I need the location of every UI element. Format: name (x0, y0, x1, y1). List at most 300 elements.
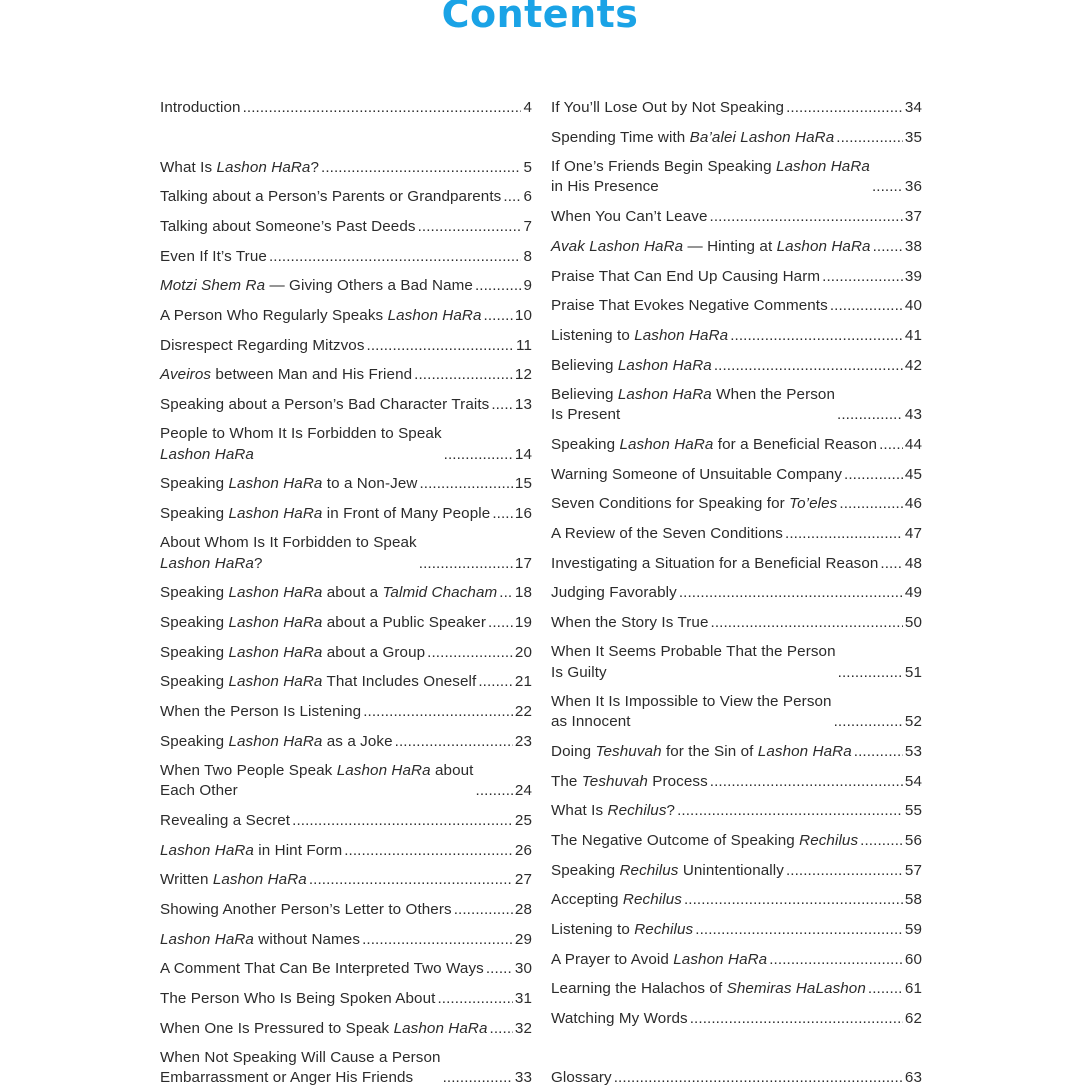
toc-entry-title-line: Lashon HaRa (160, 445, 254, 463)
toc-entry-title (551, 237, 871, 258)
toc-section-gap (160, 119, 532, 149)
toc-entry[interactable] (160, 950, 532, 980)
toc-page-number: 52 (904, 713, 922, 731)
toc-entry[interactable] (551, 762, 922, 792)
toc-dot-leader (614, 1068, 903, 1089)
toc-entry-title-line: Is Present (551, 406, 621, 424)
toc-entry-title-line: A Comment That Can Be Interpreted Two Ways (160, 960, 484, 978)
toc-entry-title (160, 306, 482, 327)
toc-entry[interactable] (160, 386, 532, 416)
toc-entry[interactable] (160, 574, 532, 604)
toc-section-gap (551, 1030, 922, 1060)
toc-entry-title (551, 465, 842, 486)
toc-entry-title-line: What Is Rechilus? (551, 802, 676, 820)
toc-entry-title (551, 861, 784, 882)
toc-page-number: 29 (514, 930, 532, 948)
toc-entry-title (160, 989, 435, 1010)
toc-dot-leader (844, 465, 903, 486)
toc-entry-title-line: Speaking Lashon HaRa That Includes Oneself (160, 673, 477, 691)
toc-dot-leader (488, 613, 513, 634)
toc-entry-title (551, 554, 878, 575)
toc-entry-title-line: When It Seems Probable That the Person (551, 643, 836, 661)
toc-dot-leader (786, 98, 903, 119)
toc-entry-title (551, 1009, 688, 1030)
toc-entry-title (160, 247, 267, 268)
toc-page-number: 31 (514, 990, 532, 1008)
toc-page-number: 37 (904, 208, 922, 226)
toc-dot-leader (478, 672, 513, 693)
toc-dot-leader (679, 583, 903, 604)
toc-entry-title (160, 761, 474, 802)
toc-entry-title-line: Warning Someone of Unsuitable Company (551, 465, 843, 483)
toc-entry-title-line: Aveiros between Man and His Friend (160, 366, 413, 384)
toc-entry-title (160, 583, 497, 604)
toc-entry-title-line: Speaking Lashon HaRa to a Non-Jew (160, 475, 418, 493)
toc-entry-title (551, 801, 675, 822)
toc-dot-leader (444, 445, 513, 466)
toc-entry-title (551, 831, 858, 852)
toc-entry[interactable] (551, 426, 922, 456)
toc-entry[interactable] (160, 1010, 532, 1040)
toc-entry-title-line: Lashon HaRa without Names (160, 930, 361, 948)
toc-entry[interactable] (160, 634, 532, 664)
toc-page-number: 41 (904, 326, 922, 344)
toc-entry-title-line: People to Whom It Is Forbidden to Speak (160, 425, 442, 443)
toc-page-number: 49 (904, 584, 922, 602)
toc-entry-title (160, 533, 417, 574)
toc-entry-title-line: Lashon HaRa in Hint Form (160, 841, 343, 859)
toc-dot-leader (454, 900, 513, 921)
toc-entry[interactable] (551, 257, 922, 287)
toc-entry-title-line: When the Story Is True (551, 614, 709, 631)
toc-entry[interactable] (551, 792, 922, 822)
toc-entry[interactable] (160, 178, 532, 208)
toc-entry-title-line: Speaking Rechilus Unintentionally (551, 861, 784, 879)
toc-page-number: 40 (904, 297, 922, 315)
toc-entry[interactable] (160, 297, 532, 327)
toc-entry-title-line: Is Guilty (551, 663, 607, 681)
toc-page-number: 60 (904, 950, 922, 968)
toc-entry-title (160, 424, 442, 465)
toc-entry-title-line: Speaking Lashon HaRa for a Beneficial Reason (551, 435, 878, 453)
toc-entry[interactable] (160, 327, 532, 357)
toc-entry-title (551, 326, 728, 347)
toc-dot-leader (690, 1009, 903, 1030)
toc-page-number: 5 (523, 158, 532, 176)
toc-page-number: 16 (514, 505, 532, 523)
toc-page-number: 56 (904, 831, 922, 849)
toc-entry[interactable] (160, 89, 532, 119)
toc-dot-leader (714, 356, 903, 377)
toc-entry[interactable] (160, 980, 532, 1010)
toc-entry-title-line: Believing Lashon HaRa (551, 356, 712, 374)
toc-entry-title (160, 841, 342, 862)
toc-dot-leader (362, 930, 513, 951)
toc-entry-title (551, 692, 832, 733)
toc-page-number: 14 (514, 445, 532, 463)
toc-entry-title-line: Speaking Lashon HaRa about a Group (160, 643, 426, 661)
toc-entry-title (160, 98, 241, 119)
toc-entry[interactable] (551, 941, 922, 971)
toc-entry-title (160, 1019, 488, 1040)
toc-entry-title (551, 98, 784, 119)
toc-dot-leader (822, 267, 903, 288)
toc-entry-title (160, 187, 501, 208)
toc-dot-leader (860, 831, 903, 852)
toc-dot-leader (838, 663, 903, 684)
toc-entry-title (551, 128, 834, 149)
toc-entry-title (551, 890, 682, 911)
toc-dot-leader (492, 504, 513, 525)
toc-page-number: 58 (904, 891, 922, 909)
toc-entry-title-line: Showing Another Person’s Letter to Others (160, 901, 452, 919)
toc-entry-title-line: A Person Who Regularly Speaks Lashon HaRa (160, 307, 482, 324)
toc-page-number: 7 (523, 217, 532, 235)
toc-entry[interactable] (160, 237, 532, 267)
toc-entry[interactable] (160, 148, 532, 178)
toc-entry[interactable] (160, 525, 532, 575)
toc-entry-title-line: If One’s Friends Begin Speaking Lashon HaRa (551, 157, 870, 175)
toc-page-number: 36 (904, 178, 922, 196)
toc-entry-title (551, 613, 709, 634)
toc-entry-title (551, 207, 708, 228)
toc-entry-title-line: A Review of the Seven Conditions (551, 524, 783, 542)
toc-entry[interactable] (551, 881, 922, 911)
toc-page-number: 38 (904, 237, 922, 255)
toc-entry[interactable] (551, 317, 922, 347)
toc-entry-title-line: Praise That Evokes Negative Comments (551, 297, 828, 315)
toc-entry[interactable] (551, 822, 922, 852)
toc-entry-title-line: Seven Conditions for Speaking for To’eles (551, 495, 838, 513)
toc-entry-title (160, 643, 425, 664)
toc-page-number: 24 (514, 782, 532, 800)
toc-page-number: 9 (523, 277, 532, 295)
toc-entry-title-line: Praise That Can End Up Causing Harm (551, 267, 821, 285)
toc-page-number: 17 (514, 554, 532, 572)
toc-entry-title (160, 474, 417, 495)
toc-entry[interactable] (551, 89, 922, 119)
toc-entry[interactable] (551, 634, 922, 684)
toc-entry[interactable] (160, 495, 532, 525)
toc-dot-leader (769, 950, 903, 971)
toc-entry-title-line: When You Can’t Leave (551, 208, 708, 226)
toc-entry[interactable] (160, 356, 532, 386)
toc-dot-leader (292, 811, 513, 832)
toc-entry-title (160, 900, 452, 921)
toc-entry-title-line: Speaking Lashon HaRa in Front of Many People (160, 505, 491, 523)
toc-entry[interactable] (160, 1039, 532, 1089)
toc-entry-title-line: Lashon HaRa? (160, 554, 263, 572)
toc-entry[interactable] (551, 455, 922, 485)
toc-entry-title (551, 296, 828, 317)
toc-entry-title (160, 395, 489, 416)
toc-entry[interactable] (551, 544, 922, 574)
toc-entry-title (551, 742, 852, 763)
toc-page-number: 62 (904, 1010, 922, 1028)
toc-dot-leader (868, 979, 903, 1000)
toc-entry-title (160, 811, 290, 832)
toc-entry-title-line: Motzi Shem Ra — Giving Others a Bad Name (160, 277, 473, 295)
toc-page-number: 12 (514, 366, 532, 384)
toc-entry-title-line: The Teshuvah Process (551, 772, 708, 790)
toc-dot-leader (710, 207, 903, 228)
toc-entry-title-line: Speaking about a Person’s Bad Character Traits (160, 396, 490, 414)
toc-left-column (160, 89, 532, 1089)
toc-entry-title (160, 365, 412, 386)
toc-page-number: 27 (514, 871, 532, 889)
toc-dot-leader (872, 177, 903, 198)
toc-entry-title-line: Speaking Lashon HaRa as a Joke (160, 732, 393, 750)
toc-entry-title-line: Even If It’s True (160, 247, 267, 265)
toc-entry-title (551, 356, 712, 377)
toc-dot-leader (427, 643, 513, 664)
toc-entry[interactable] (551, 1059, 922, 1089)
toc-entry-title-line: Spending Time with Ba’alei Lashon HaRa (551, 128, 835, 146)
toc-entry-title-line: Judging Favorably (551, 584, 677, 602)
toc-page-number: 43 (904, 406, 922, 424)
toc-page-number: 11 (516, 336, 532, 354)
toc-entry-title (551, 494, 837, 515)
toc-entry-title (551, 979, 866, 1000)
toc-page-number: 8 (523, 247, 532, 265)
toc-entry-title-line: Accepting Rechilus (551, 891, 682, 909)
toc-entry[interactable] (551, 376, 922, 426)
toc-entry[interactable] (551, 911, 922, 941)
toc-entry-title-line: Each Other (160, 782, 238, 800)
toc-entry[interactable] (160, 802, 532, 832)
toc-entry-title (551, 642, 836, 683)
toc-dot-leader (414, 365, 513, 386)
toc-entry[interactable] (160, 723, 532, 753)
toc-entry[interactable] (551, 683, 922, 733)
toc-entry-title-line: Doing Teshuvah for the Sin of Lashon HaRa (551, 742, 852, 760)
toc-entry-title-line: in His Presence (551, 178, 659, 196)
toc-entry-title (551, 1068, 612, 1089)
toc-entry-title-line: Listening to Lashon HaRa (551, 326, 729, 344)
toc-entry-title-line: Speaking Lashon HaRa about a Public Speaker (160, 614, 487, 631)
toc-entry[interactable] (551, 287, 922, 317)
toc-dot-leader (677, 801, 903, 822)
toc-entry-title-line: Revealing a Secret (160, 812, 291, 830)
toc-page-number: 23 (514, 732, 532, 750)
toc-entry-title (551, 524, 783, 545)
toc-dot-leader (836, 128, 903, 149)
toc-dot-leader (834, 712, 903, 733)
toc-dot-leader (490, 1019, 513, 1040)
toc-page-number: 45 (904, 465, 922, 483)
toc-dot-leader (839, 494, 903, 515)
toc-dot-leader (419, 554, 513, 575)
toc-dot-leader (879, 435, 903, 456)
toc-entry-title-line: When Not Speaking Will Cause a Person (160, 1048, 441, 1066)
toc-dot-leader (476, 781, 513, 802)
toc-dot-leader (786, 861, 903, 882)
toc-entry-title (551, 920, 693, 941)
toc-entry[interactable] (551, 346, 922, 376)
toc-dot-leader (486, 959, 513, 980)
toc-entry[interactable] (160, 921, 532, 951)
toc-page-number: 19 (514, 614, 532, 631)
toc-dot-leader (499, 583, 513, 604)
toc-entry-title-line: The Negative Outcome of Speaking Rechilus (551, 831, 859, 849)
toc-entry-title (160, 702, 361, 723)
toc-dot-leader (854, 742, 903, 763)
toc-dot-leader (443, 1068, 513, 1089)
toc-page-number: 20 (514, 643, 532, 661)
toc-entry[interactable] (160, 267, 532, 297)
toc-entry-title-line: Speaking Lashon HaRa about a Talmid Chacham (160, 584, 498, 602)
toc-entry[interactable] (160, 832, 532, 862)
toc-entry-title (160, 959, 484, 980)
toc-dot-leader (873, 237, 903, 258)
toc-page-number: 39 (904, 267, 922, 285)
toc-entry[interactable] (160, 861, 532, 891)
toc-page-number: 34 (904, 99, 922, 117)
toc-entry-title-line: as Innocent (551, 713, 631, 731)
toc-page-number: 4 (523, 99, 532, 117)
toc-entry[interactable] (160, 604, 532, 634)
toc-dot-leader (363, 702, 513, 723)
toc-entry[interactable] (551, 148, 922, 198)
toc-page-number: 33 (514, 1069, 532, 1087)
toc-entry-title-line: Glossary (551, 1069, 612, 1087)
toc-page-number: 30 (514, 960, 532, 978)
toc-page-number: 57 (904, 861, 922, 879)
toc-entry-title (160, 504, 490, 525)
toc-page-number: 26 (514, 841, 532, 859)
toc-dot-leader (395, 732, 513, 753)
toc-entry[interactable] (160, 208, 532, 238)
toc-entry-title (160, 217, 416, 238)
toc-dot-leader (484, 306, 513, 327)
toc-dot-leader (475, 276, 522, 297)
toc-page-number: 46 (904, 495, 922, 513)
toc-entry-title-line: If You’ll Lose Out by Not Speaking (551, 99, 785, 117)
toc-page-number: 53 (904, 742, 922, 760)
toc-page-number: 35 (904, 128, 922, 146)
toc-entry[interactable] (160, 891, 532, 921)
toc-page-number: 42 (904, 356, 922, 374)
toc-dot-leader (269, 247, 522, 268)
toc-page-number: 25 (514, 812, 532, 830)
toc-page-number: 59 (904, 921, 922, 938)
toc-entry[interactable] (160, 416, 532, 466)
toc-entry-title (551, 157, 870, 198)
toc-dot-leader (730, 326, 903, 347)
toc-entry-title-line: Avak Lashon HaRa — Hinting at Lashon HaRa (551, 237, 871, 255)
toc-entry-title (551, 267, 820, 288)
toc-dot-leader (684, 890, 903, 911)
toc-entry-title (551, 950, 767, 971)
toc-entry-title (551, 583, 677, 604)
toc-page-number: 55 (904, 802, 922, 820)
toc-entry-title-line: Watching My Words (551, 1010, 688, 1028)
toc-entry[interactable] (551, 228, 922, 258)
toc-entry-title (160, 732, 393, 753)
toc-page-number: 63 (904, 1069, 922, 1087)
toc-entry[interactable] (160, 693, 532, 723)
toc-dot-leader (321, 158, 521, 179)
toc-entry-title-line: Talking about Someone’s Past Deeds (160, 217, 416, 235)
toc-page-number: 61 (904, 980, 922, 998)
toc-page-number: 44 (904, 435, 922, 453)
toc-entry-title-line: Listening to Rechilus (551, 921, 694, 938)
toc-entry[interactable] (551, 515, 922, 545)
toc-page-number: 15 (514, 475, 532, 493)
toc-entry[interactable] (551, 604, 922, 634)
toc-entry-title (160, 870, 307, 891)
toc-entry-title (551, 385, 835, 426)
toc-entry[interactable] (551, 119, 922, 149)
toc-page-number: 6 (523, 188, 532, 206)
toc-dot-leader (243, 98, 522, 119)
toc-page-number: 47 (904, 524, 922, 542)
toc-entry[interactable] (551, 1000, 922, 1030)
toc-entry-title-line: Embarrassment or Anger His Friends (160, 1069, 414, 1087)
toc-entry-title-line: Learning the Halachos of Shemiras HaLashon (551, 980, 866, 998)
toc-page-number: 10 (514, 307, 532, 324)
toc-entry[interactable] (551, 574, 922, 604)
toc-entry[interactable] (551, 198, 922, 228)
toc-page-number: 48 (904, 554, 922, 572)
toc-page-number: 32 (514, 1019, 532, 1037)
toc-entry-title-line: When It Is Impossible to View the Person (551, 692, 832, 710)
toc-entry[interactable] (160, 465, 532, 495)
toc-dot-leader (344, 841, 513, 862)
toc-entry[interactable] (160, 752, 532, 802)
toc-entry[interactable] (551, 733, 922, 763)
page-title: Contents (441, 0, 639, 36)
toc-page-number: 51 (904, 663, 922, 681)
toc-entry-title-line: What Is Lashon HaRa? (160, 158, 320, 176)
toc-dot-leader (367, 336, 515, 357)
toc-dot-leader (830, 296, 903, 317)
toc-entry[interactable] (551, 970, 922, 1000)
toc-entry-title (160, 672, 476, 693)
toc-page-number: 22 (514, 703, 532, 721)
toc-entry-title-line: Talking about a Person’s Parents or Grandparents (160, 188, 502, 206)
toc-entry-title-line: A Prayer to Avoid Lashon HaRa (551, 950, 768, 968)
toc-page-number: 54 (904, 772, 922, 790)
toc-entry-title (160, 158, 319, 179)
toc-dot-leader (785, 524, 903, 545)
toc-page-number: 18 (514, 584, 532, 602)
toc-entry-title-line: When the Person Is Listening (160, 703, 362, 721)
toc-entry-title (160, 613, 486, 634)
toc-dot-leader (309, 870, 513, 891)
toc-entry-title-line: Written Lashon HaRa (160, 871, 307, 889)
toc-entry-title-line: When Two People Speak Lashon HaRa about (160, 761, 474, 779)
toc-entry-title (160, 336, 365, 357)
toc-entry-title-line: Believing Lashon HaRa When the Person (551, 385, 836, 403)
toc-entry-title (160, 1048, 441, 1089)
toc-entry[interactable] (551, 851, 922, 881)
toc-entry-title-line: Disrespect Regarding Mitzvos (160, 336, 365, 354)
toc-entry[interactable] (160, 663, 532, 693)
toc-entry-title-line: The Person Who Is Being Spoken About (160, 990, 436, 1008)
toc-entry-title-line: When One Is Pressured to Speak Lashon HaRa (160, 1019, 488, 1037)
toc-dot-leader (419, 474, 512, 495)
toc-page-number: 28 (514, 901, 532, 919)
toc-dot-leader (837, 405, 903, 426)
toc-dot-leader (491, 395, 513, 416)
toc-dot-leader (418, 217, 522, 238)
toc-dot-leader (503, 187, 521, 208)
toc-right-column (551, 89, 922, 1089)
toc-entry[interactable] (551, 485, 922, 515)
toc-dot-leader (695, 920, 903, 941)
toc-dot-leader (710, 772, 903, 793)
